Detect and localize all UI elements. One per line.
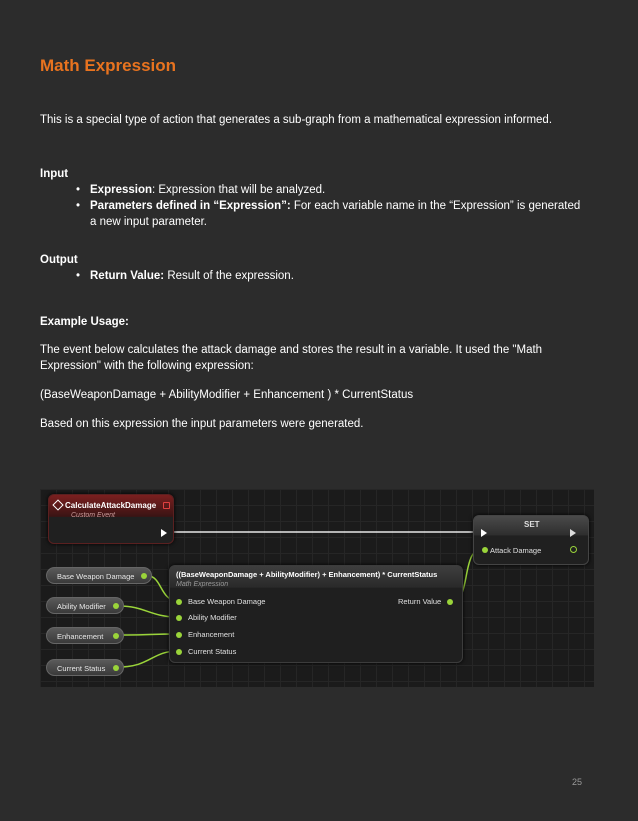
output-item-label: Return Value:	[90, 270, 165, 282]
input-item	[76, 198, 596, 230]
math-input-pin-icon	[176, 649, 182, 655]
input-item-label: Parameters defined in “Expression”:	[90, 200, 291, 212]
output-item	[76, 268, 294, 284]
page-title: Math Expression	[40, 56, 177, 75]
page-number: 25	[572, 777, 583, 787]
input-item	[76, 182, 325, 198]
math-output-pin-icon	[447, 599, 453, 605]
set-title: SET	[524, 520, 540, 529]
var-out-pin-icon	[113, 665, 119, 671]
attack-damage-out-pin-icon	[570, 546, 577, 553]
delegate-pin-icon	[163, 502, 170, 509]
input-item-label: Expression	[90, 184, 152, 196]
input-item-text: : Expression that will be analyzed.	[152, 184, 326, 196]
math-expression-node[interactable]	[169, 565, 463, 663]
set-node[interactable]	[473, 515, 589, 565]
math-input-label: Enhancement	[188, 630, 235, 639]
var-label: Ability Modifier	[57, 602, 106, 611]
exec-out-pin-icon	[570, 529, 576, 537]
math-node-title: ((BaseWeaponDamage + AbilityModifier) + Enhancement) * CurrentStatus	[176, 570, 438, 579]
math-input-pin-icon	[176, 615, 182, 621]
expression-text: (BaseWeaponDamage + AbilityModifier + Enhancement ) * CurrentStatus	[40, 389, 414, 401]
var-label: Enhancement	[57, 632, 104, 641]
math-output-label: Return Value	[398, 597, 442, 606]
event-subtitle: Custom Event	[71, 512, 115, 519]
math-input-label: Ability Modifier	[188, 613, 237, 622]
bullet-dot: •	[76, 200, 81, 212]
example-line-1: The event below calculates the attack damage and stores the result in a variable. It used the "Math	[40, 344, 543, 356]
custom-event-node[interactable]	[48, 494, 174, 544]
example-line-3: Based on this expression the input parameters were generated.	[40, 418, 364, 430]
math-input-pin-icon	[176, 632, 182, 638]
var-out-pin-icon	[113, 603, 119, 609]
output-heading: Output	[40, 254, 78, 266]
event-title: CalculateAttackDamage	[65, 501, 157, 510]
var-base-weapon-damage[interactable]	[46, 567, 152, 584]
var-label: Base Weapon Damage	[57, 572, 135, 581]
attack-damage-in-pin-icon	[482, 547, 488, 553]
var-label: Current Status	[57, 664, 106, 673]
blueprint-graph	[40, 489, 594, 687]
input-item-continuation: a new input parameter.	[90, 216, 207, 228]
var-out-pin-icon	[141, 573, 147, 579]
set-pin-label: Attack Damage	[490, 546, 542, 555]
var-current-status[interactable]	[46, 659, 124, 676]
intro-paragraph: This is a special type of action that generates a sub-graph from a mathematical expression informed.	[40, 114, 553, 126]
exec-out-pin-icon	[161, 529, 167, 537]
var-enhancement[interactable]	[46, 627, 124, 644]
bullet-dot: •	[76, 184, 81, 196]
var-out-pin-icon	[113, 633, 119, 639]
math-node-subtitle: Math Expression	[176, 581, 229, 588]
bullet-dot: •	[76, 270, 81, 282]
var-ability-modifier[interactable]	[46, 597, 124, 614]
input-item-text: For each variable name in the “Expression” is generated	[290, 200, 581, 212]
math-input-pin-icon	[176, 599, 182, 605]
example-heading: Example Usage:	[40, 316, 129, 328]
event-diamond-icon	[52, 499, 63, 510]
output-item-text: Result of the expression.	[164, 270, 294, 282]
math-input-label: Current Status	[188, 647, 237, 656]
input-heading: Input	[40, 168, 69, 180]
example-line-2: Expression" with the following expression:	[40, 360, 254, 372]
math-input-label: Base Weapon Damage	[188, 597, 266, 606]
exec-in-pin-icon	[481, 529, 487, 537]
